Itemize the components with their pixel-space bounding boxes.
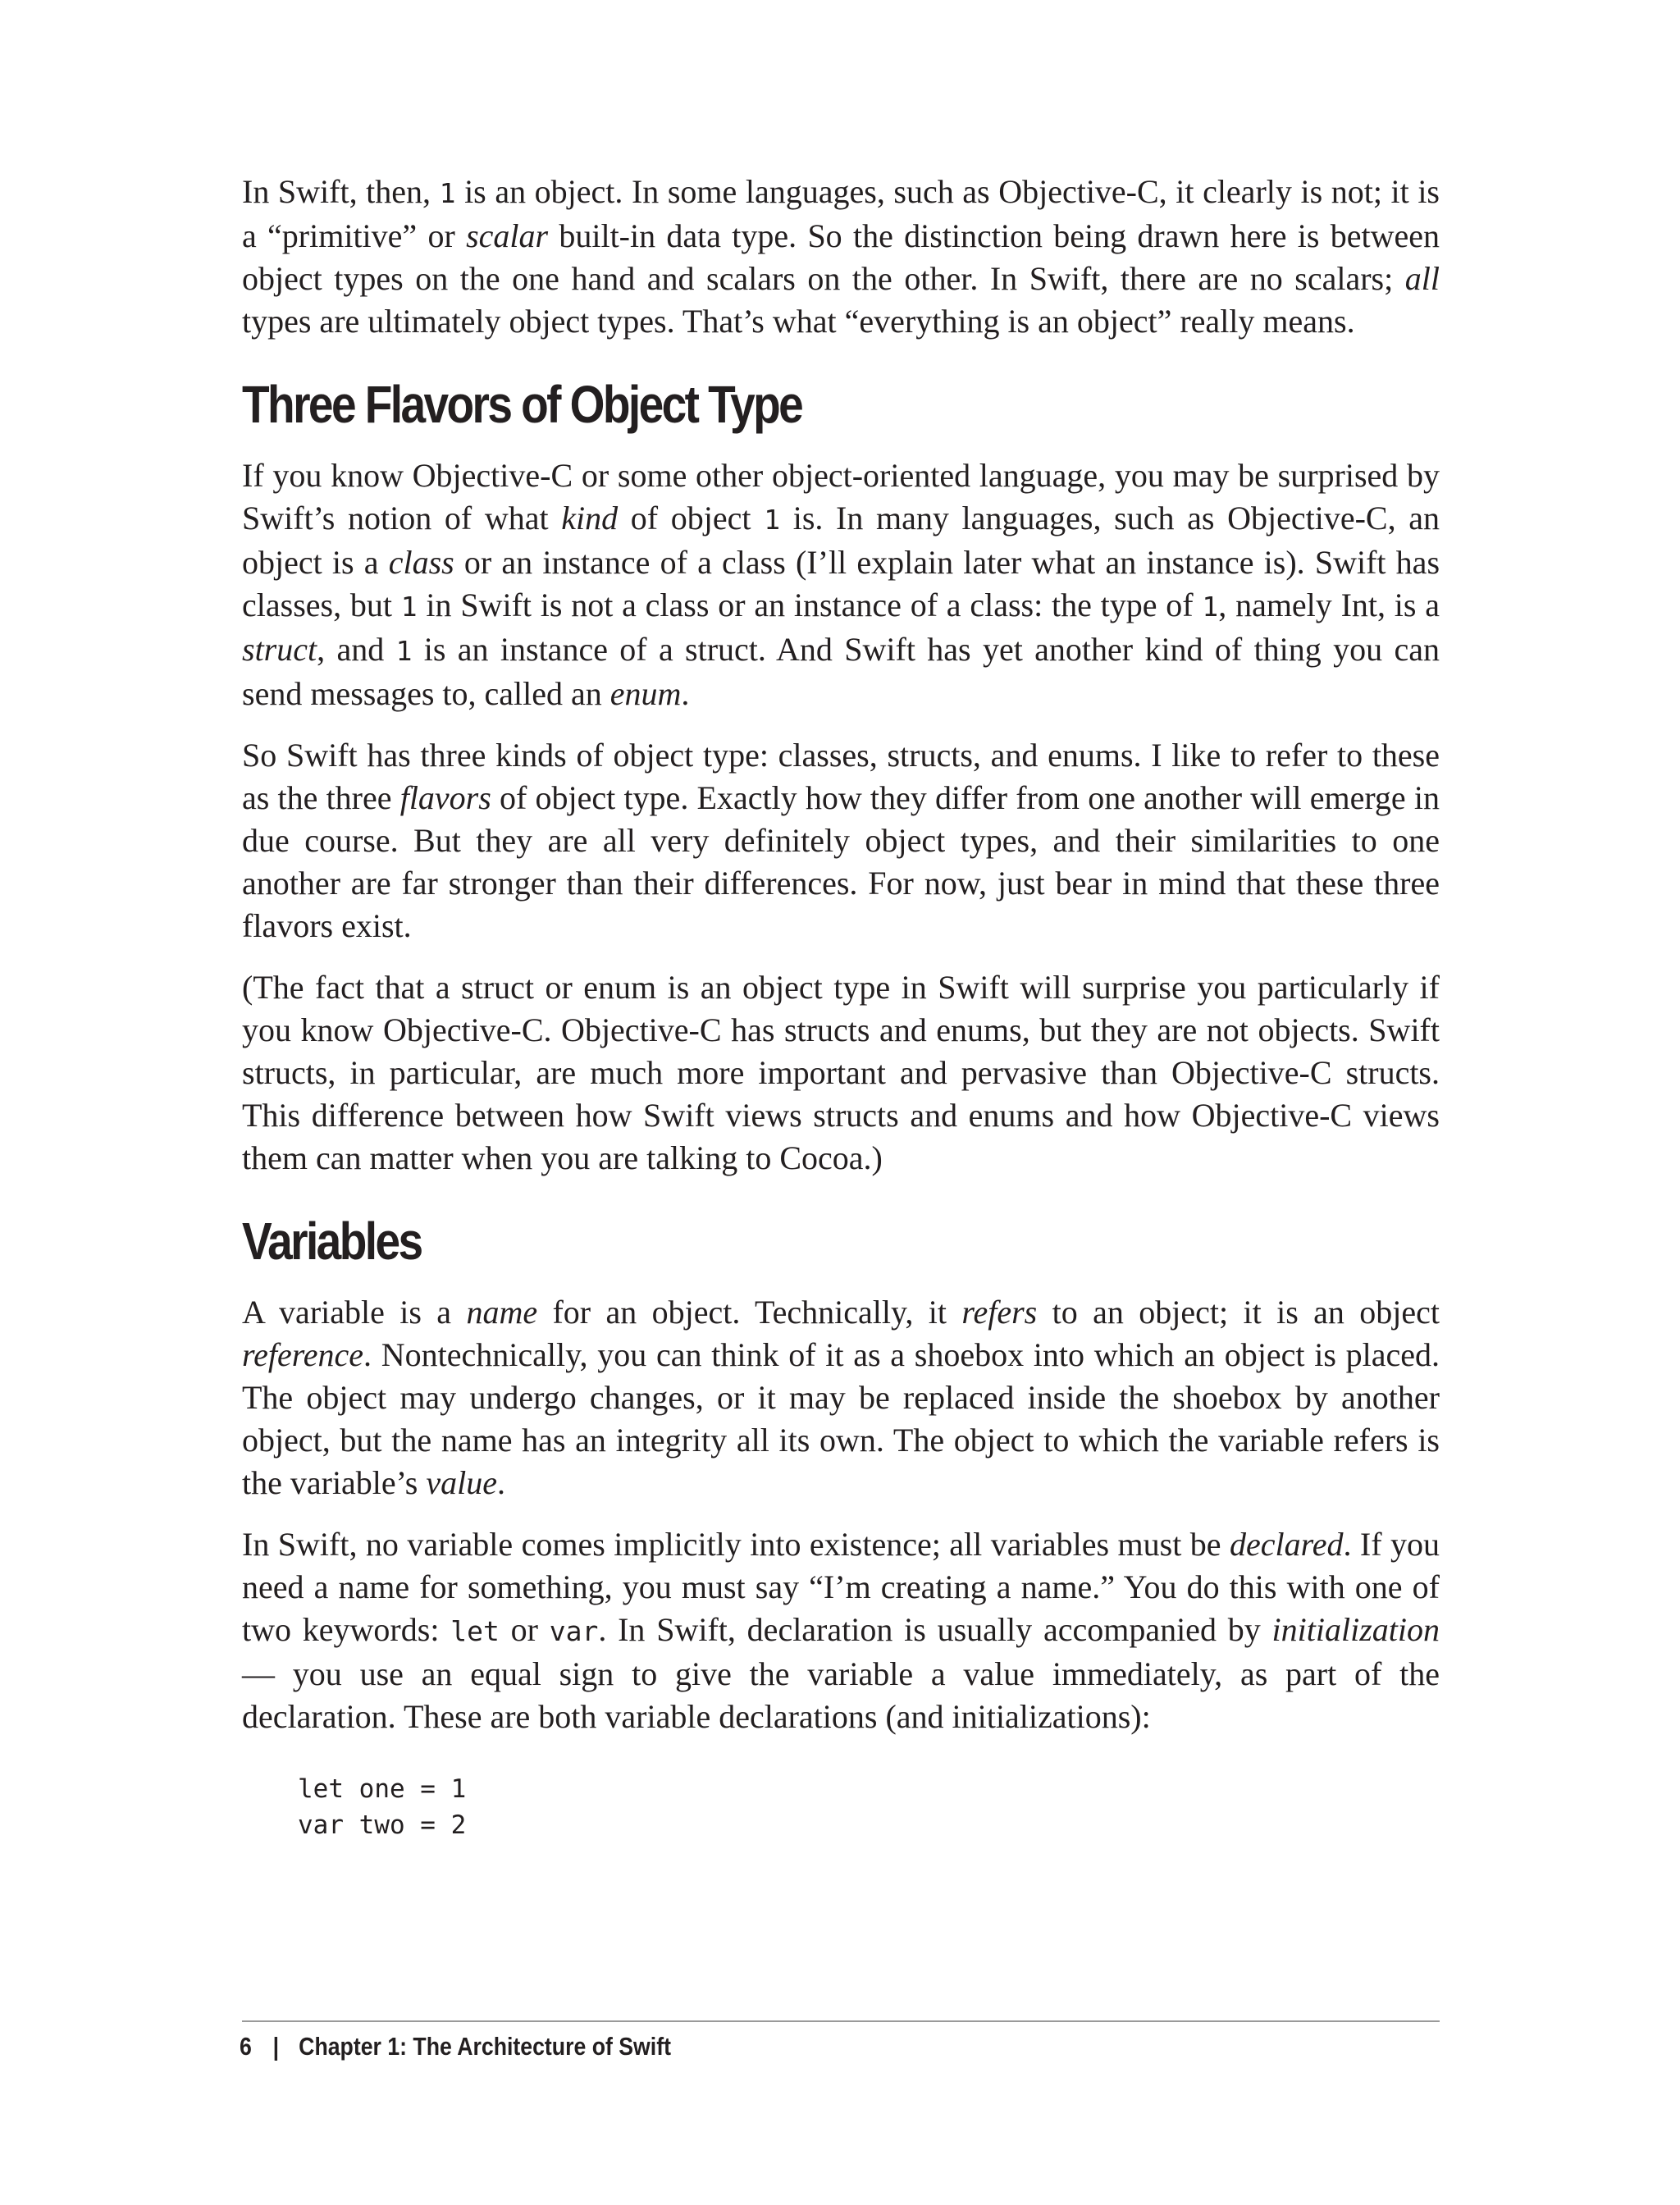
inline-code: 1 [400, 591, 418, 623]
code-line: let one = 1 [298, 1774, 467, 1804]
text-run: . [681, 675, 690, 712]
text-run: , namely Int, is a [1218, 587, 1440, 623]
text-run: . If you need a name for something, you must say “I’m creating a name.” You do this with one of two keywords: [242, 1526, 1440, 1648]
emphasis-text: name [466, 1294, 538, 1331]
footer-rule [242, 2020, 1440, 2022]
text-run: . Nontechnically, you can think of it as a shoebox into which an object is placed. The object may undergo changes, or it may be replaced inside the shoebox by another object, but the name has an integrity all its own. The object to which the variable refers is the variable’s [242, 1336, 1440, 1501]
paragraph-4 [242, 966, 1440, 1180]
text-run: of object type. Exactly how they differ from one another will emerge in due course. But they are all very definitely object types, and their similarities to one another are far stronger than their differences. For now, just bear in mind that these three flavors exist. [242, 779, 1440, 944]
paragraph-1 [242, 171, 1440, 343]
section-heading-1: Three Flavors of Object Type [242, 375, 802, 434]
text-run: is an instance of a struct. And Swift has yet another kind of thing you can send messages to, called an [242, 631, 1440, 712]
page-number: 6 [240, 2032, 252, 2061]
chapter-title: Chapter 1: The Architecture of Swift [299, 2032, 671, 2061]
text-run: or an instance of a class (I’ll explain later what an instance is). Swift has classes, but [242, 544, 1440, 623]
emphasis-text: class [388, 544, 454, 581]
section-heading-2: Variables [242, 1212, 422, 1271]
paragraph-5 [242, 1291, 1440, 1504]
emphasis-text: declared [1230, 1526, 1344, 1563]
inline-code: let [450, 1615, 500, 1647]
page-body [242, 171, 1440, 1843]
text-run: , and [317, 631, 396, 668]
code-line: var two = 2 [298, 1810, 467, 1840]
inline-code: var [549, 1615, 599, 1647]
emphasis-text: flavors [399, 779, 491, 816]
inline-code: 1 [1202, 591, 1219, 623]
paragraph-2 [242, 454, 1440, 715]
text-run: So Swift has three kinds of object type: classes, structs, and enums. I like to refer to these as the three [242, 737, 1440, 816]
text-run: types are ultimately object types. That’s what “everything is an object” really means. [242, 303, 1355, 340]
paragraph-3 [242, 734, 1440, 947]
text-run: for an object. Technically, it [537, 1294, 962, 1331]
emphasis-text: struct [242, 631, 317, 668]
text-run: of object [618, 500, 765, 536]
inline-code: 1 [764, 504, 781, 536]
text-run: in Swift is not a class or an instance of a class: the type of [417, 587, 1203, 623]
text-run: built-in data type. So the distinction being drawn here is between object types on the one hand and scalars on the other. In Swift, there are no scalars; [242, 217, 1440, 297]
code-block [242, 1771, 1440, 1843]
text-run: In Swift, no variable comes implicitly into existence; all variables must be [242, 1526, 1230, 1563]
emphasis-text: all [1404, 260, 1440, 297]
text-run: . [496, 1464, 505, 1501]
running-footer [240, 2026, 671, 2067]
emphasis-text: initialization [1271, 1611, 1440, 1648]
paragraph-6 [242, 1523, 1440, 1738]
emphasis-text: reference [242, 1336, 364, 1373]
text-run: or [499, 1611, 550, 1648]
emphasis-text: refers [961, 1294, 1038, 1331]
text-run: In Swift, then, [242, 173, 440, 210]
emphasis-text: scalar [466, 217, 549, 254]
emphasis-text: value [426, 1464, 497, 1501]
text-run: is. In many languages, such as Objective-C, an object is a [242, 500, 1440, 581]
emphasis-text: enum [609, 675, 682, 712]
text-run: A variable is a [242, 1294, 467, 1331]
text-run: . In Swift, declaration is usually accompanied by [598, 1611, 1272, 1648]
text-run: If you know Objective-C or some other object-oriented language, you may be surprised by Swift’s notion of what [242, 457, 1440, 536]
emphasis-text: kind [561, 500, 619, 536]
text-run: to an object; it is an object [1037, 1294, 1440, 1331]
inline-code: 1 [439, 177, 456, 209]
inline-code: 1 [395, 635, 413, 667]
text-run: (The fact that a struct or enum is an object type in Swift will surprise you particularly if you know Objective-C. Objective-C has structs and enums, but they are not objects. Swift structs, in particular, are much more important and pervasive than Objective-C structs. This difference between how Swift views structs and enums and how Objective-C views them can matter when you are talking to Cocoa.) [242, 969, 1440, 1176]
text-run: — you use an equal sign to give the variable a value immediately, as part of the declaration. These are both variable declarations (and initializations): [242, 1655, 1440, 1735]
text-run: is an object. In some languages, such as Objective-C, it clearly is not; it is a “primitive” or [242, 173, 1440, 254]
footer-separator: | [272, 2032, 280, 2061]
